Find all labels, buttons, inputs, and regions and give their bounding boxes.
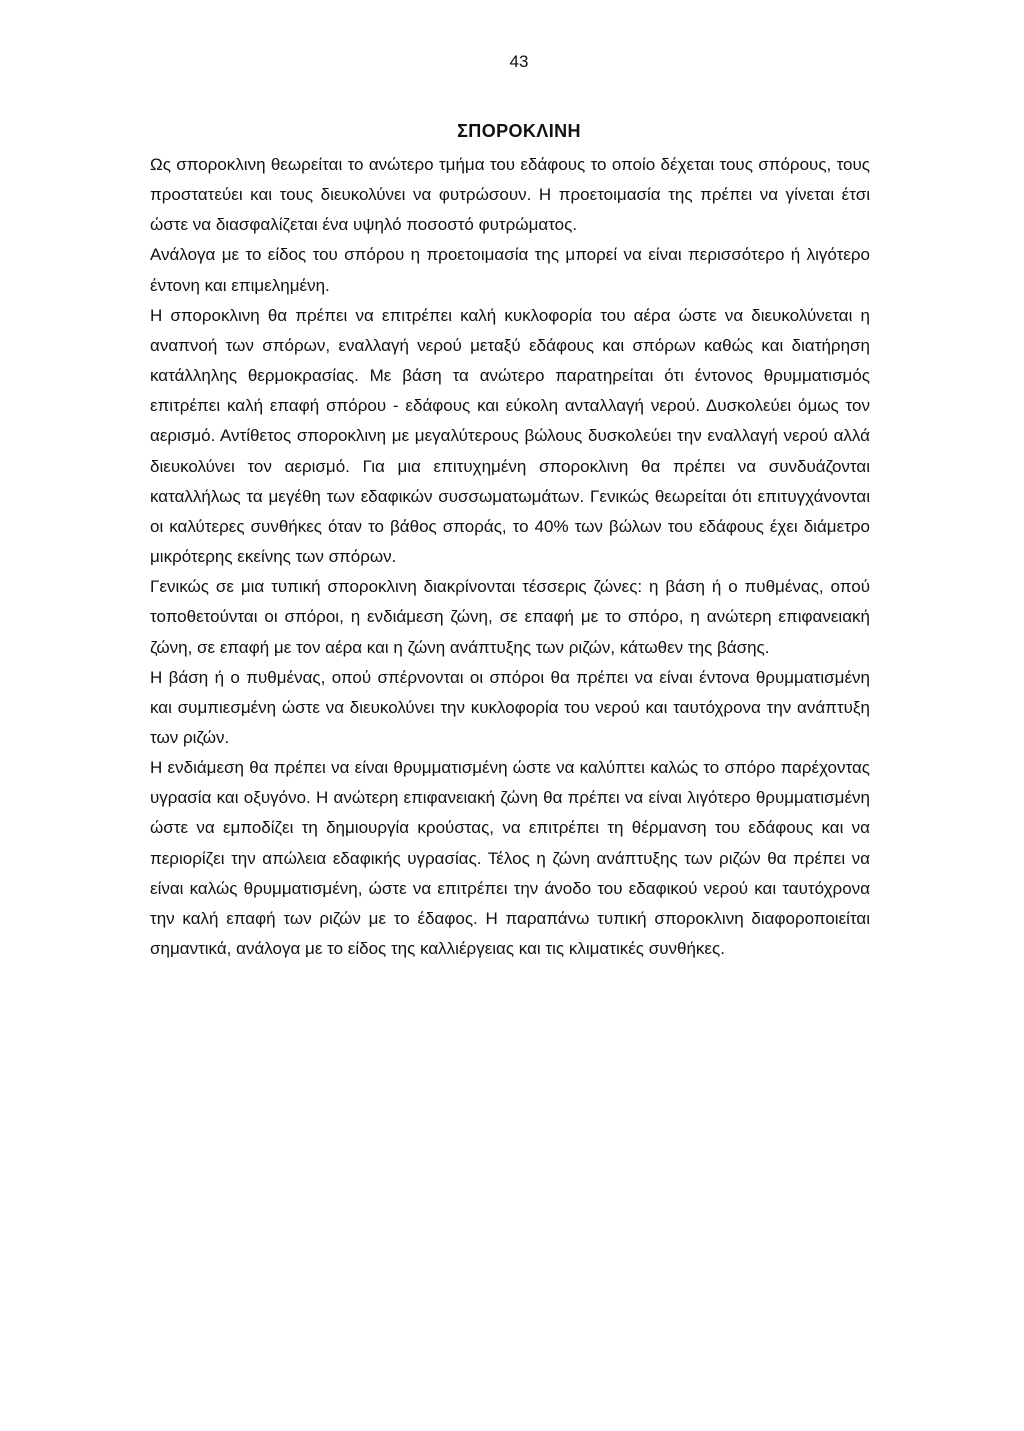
paragraph: Ανάλογα με το είδος του σπόρου η προετοιμασία της μπορεί να είναι περισσότερο ή λιγότερο έντονη και επιμελημένη. xyxy=(150,245,870,295)
page-number: 43 xyxy=(509,52,529,71)
paragraph: Η ενδιάμεση θα πρέπει να είναι θρυμματισμένη ώστε να καλύπτει καλώς το σπόρο παρέχοντας υγρασία και οξυγόνο. Η ανώτερη επιφανειακή ζώνη θα πρέπει να είναι λιγότερο θρυμματισμένη ώστε να εμποδίζει τη δημιουργία κρούστας, να επιτρέπει τη θέρμανση του εδάφους και να περιορίζει την απώλεια εδαφικής υγρασίας. Τέλος η ζώνη ανάπτυξης των ριζών θα πρέπει να είναι καλώς θρυμματισμένη, ώστε να επιτρέπει την άνοδο του εδαφικού νερού και ταυτόχρονα την καλή επαφή των ριζών με το έδαφος. Η παραπάνω τυπική σποροκλινη διαφοροποιείται σημαντικά, ανάλογα με το είδος της καλλιέργειας και τις κλιματικές συνθήκες. xyxy=(150,758,870,959)
paragraph: Η βάση ή ο πυθμένας, οπού σπέρνονται οι σπόροι θα πρέπει να είναι έντονα θρυμματισμένη και συμπιεσμένη ώστε να διευκολύνει την κυκλοφορία του νερού και ταυτόχρονα την ανάπτυξη των ριζών. xyxy=(150,667,870,747)
section-heading: ΣΠΟΡΟΚΛΙΝΗ xyxy=(457,121,581,141)
paragraph: Η σποροκλινη θα πρέπει να επιτρέπει καλή κυκλοφορία του αέρα ώστε να διευκολύνεται η αναπνοή των σπόρων, εναλλαγή νερού μεταξύ εδάφους και σπόρων καθώς και διατήρηση κατάλληλης θερμοκρασίας. Με βάση τα ανώτερο παρατηρείται ότι έντονος θρυμματισμός επιτρέπει καλή επαφή σπόρου - εδάφους και εύκολη ανταλλαγή νερού. Δυσκολεύει όμως τον αερισμό. Αντίθετος σποροκλινη με μεγαλύτερους βώλους δυσκολεύει την εναλλαγή νερού αλλά διευκολύνει τον αερισμό. Για μια επιτυχημένη σποροκλινη θα πρέπει να συνδυάζονται καταλλήλως τα μεγέθη των εδαφικών συσσωματωμάτων. Γενικώς θεωρείται ότι επιτυγχάνονται οι καλύτερες συνθήκες όταν το βάθος σποράς, το 40% των βώλων του εδάφους έχει διάμετρο μικρότερης εκείνης των σπόρων. xyxy=(150,305,870,567)
paragraph: Γενικώς σε μια τυπική σποροκλινη διακρίνονται τέσσερις ζώνες: η βάση ή ο πυθμένας, οπού τοποθετούνται οι σπόροι, η ενδιάμεση ζώνη, σε επαφή με το σπόρο, η ανώτερη επιφανειακή ζώνη, σε επαφή με τον αέρα και η ζώνη ανάπτυξης των ριζών, κάτωθεν της βάσης. xyxy=(150,577,870,657)
body-text xyxy=(150,150,870,964)
paragraph: Ως σποροκλινη θεωρείται το ανώτερο τμήμα του εδάφους το οποίο δέχεται τους σπόρους, τους προστατεύει και τους διευκολύνει να φυτρώσουν. Η προετοιμασία της πρέπει να γίνεται έτσι ώστε να διασφαλίζεται ένα υψηλό ποσοστό φυτρώματος. xyxy=(150,155,870,235)
